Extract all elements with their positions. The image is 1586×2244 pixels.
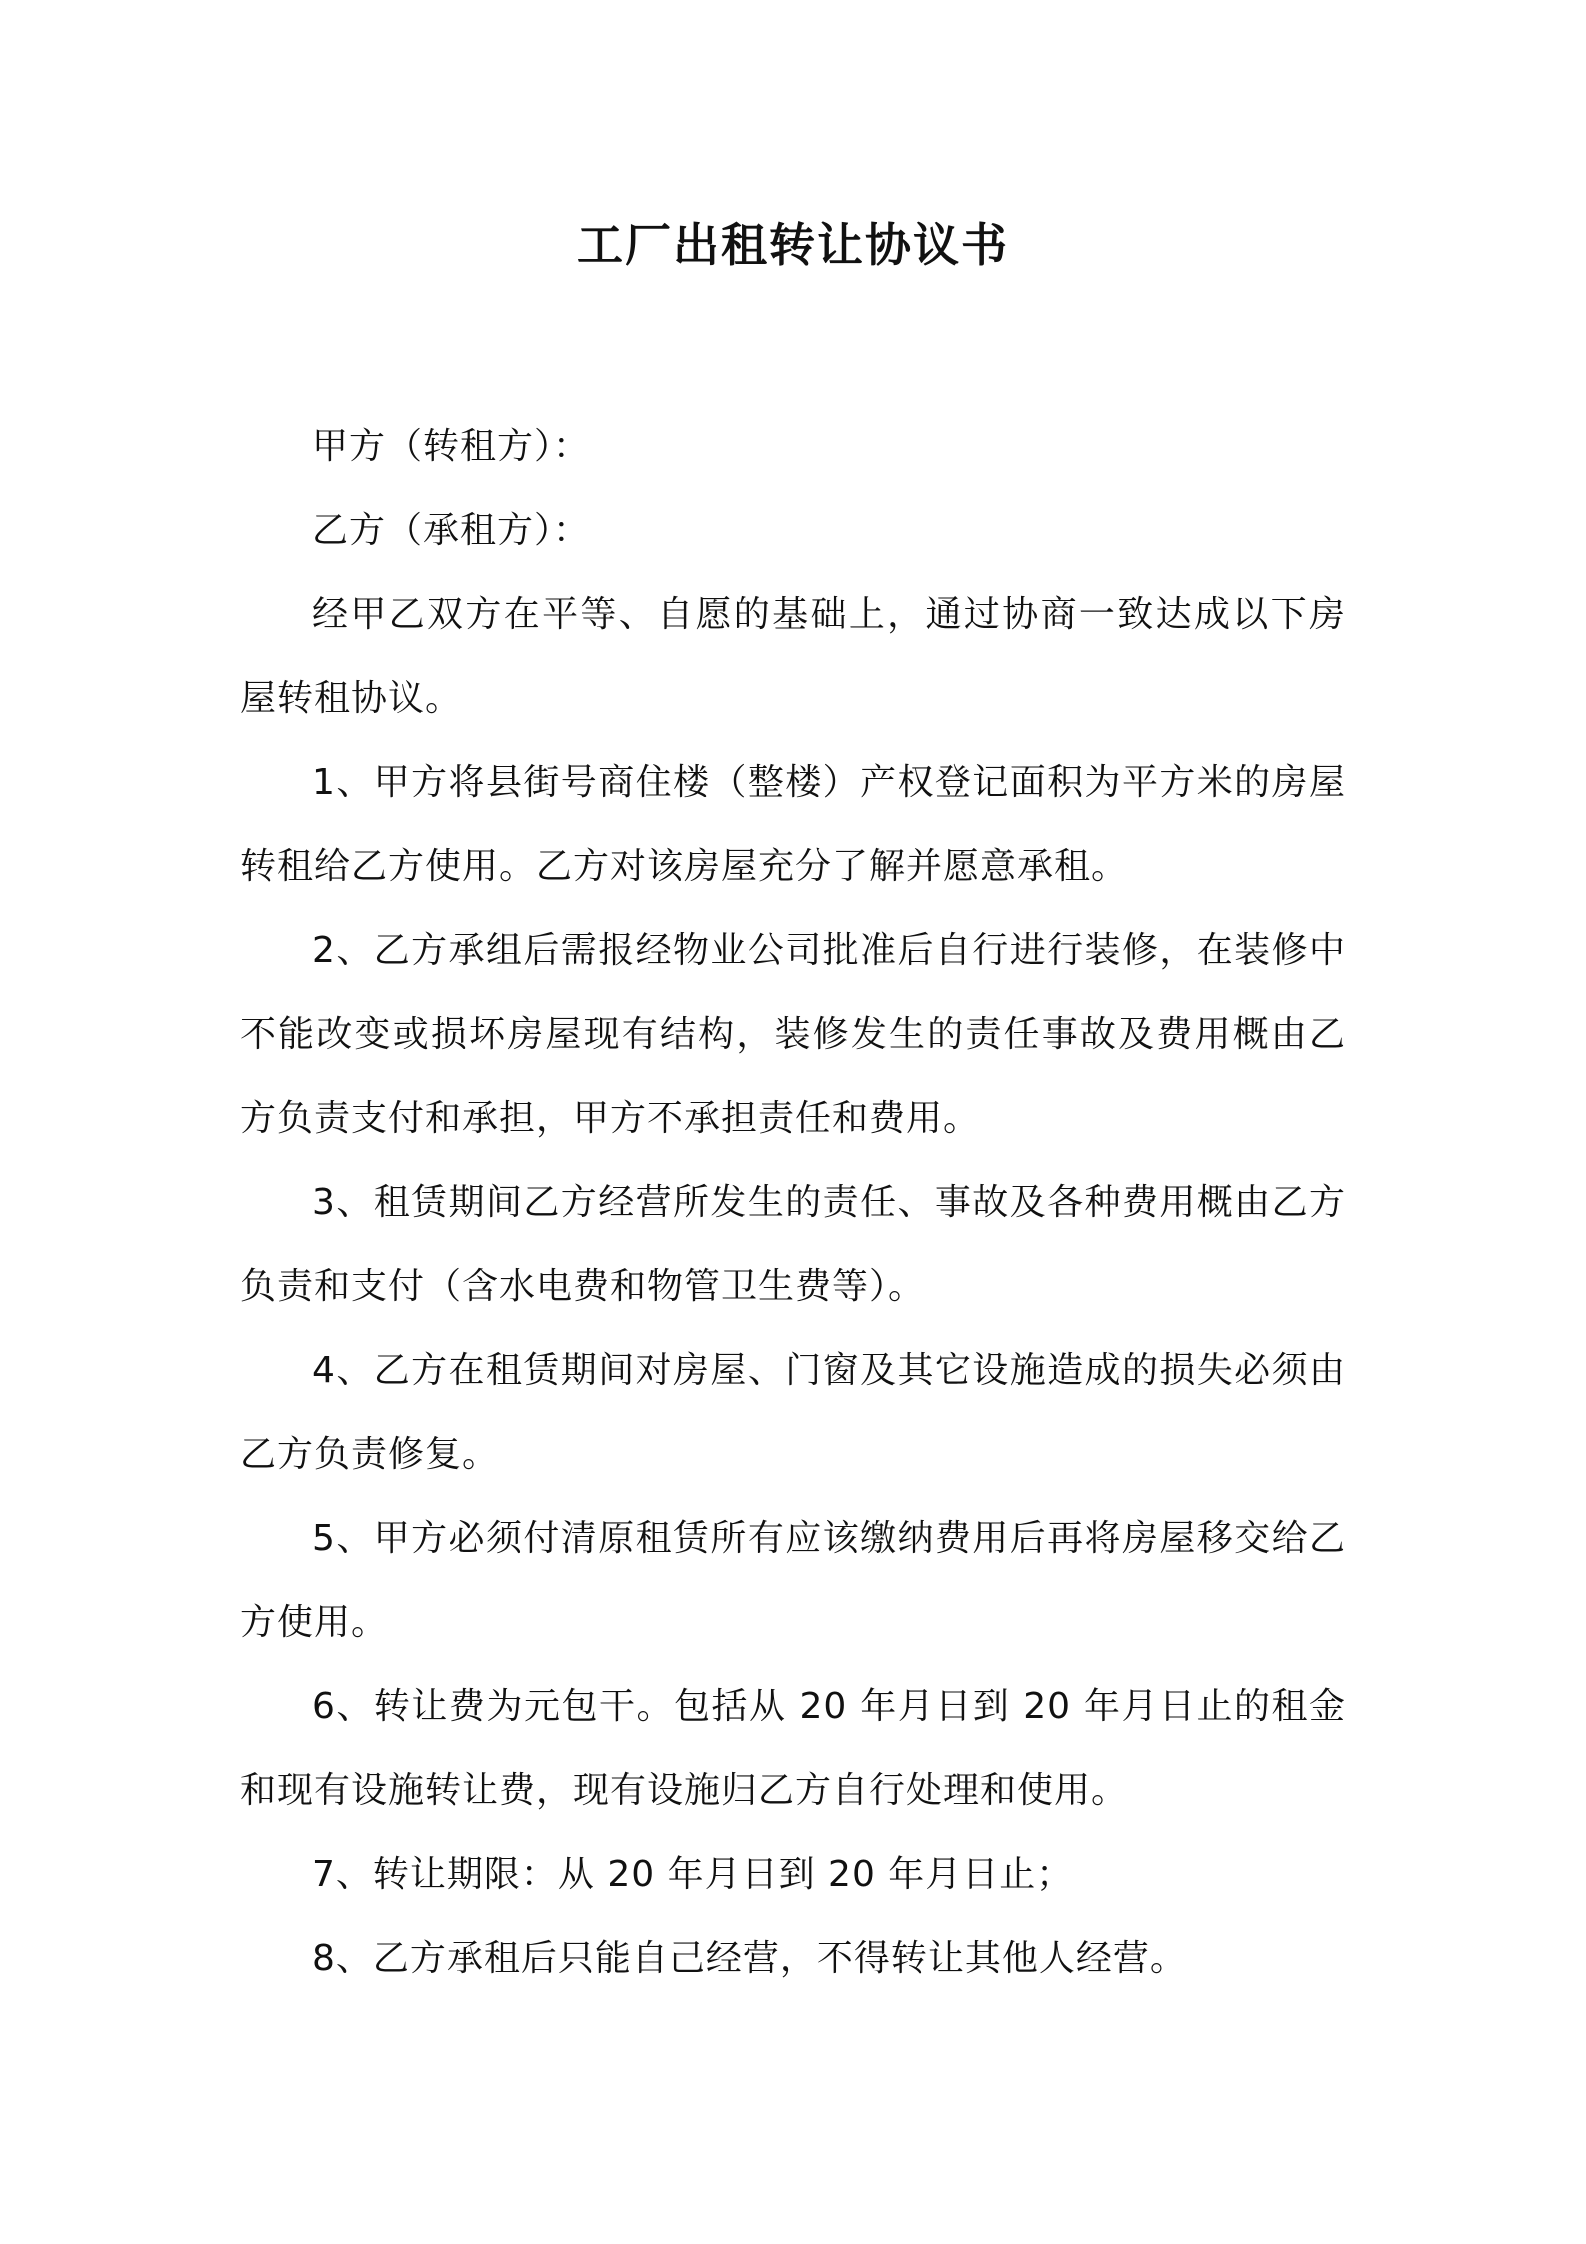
clause-8: 8、乙方承租后只能自己经营，不得转让其他人经营。	[312, 1938, 1187, 1979]
clause-3: 3、租赁期间乙方经营所发生的责任、事故及各种费用概由乙方负责和支付（含水电费和物管卫生费等）。	[240, 1182, 1346, 1307]
clause-1: 1、甲方将县街号商住楼（整楼）产权登记面积为平方米的房屋转租给乙方使用。乙方对该房屋充分了解并愿意承租。	[240, 762, 1346, 887]
party-b-line: 乙方（承租方）：	[312, 510, 591, 551]
clause-5: 5、甲方必须付清原租赁所有应该缴纳费用后再将房屋移交给乙方使用。	[240, 1518, 1346, 1643]
clause-6: 6、转让费为元包干。包括从 20 年月日到 20 年月日止的租金和现有设施转让费，现有设施归乙方自行处理和使用。	[240, 1686, 1346, 1811]
intro-paragraph: 经甲乙双方在平等、自愿的基础上，通过协商一致达成以下房屋转租协议。	[240, 594, 1346, 719]
clause-4: 4、乙方在租赁期间对房屋、门窗及其它设施造成的损失必须由乙方负责修复。	[240, 1350, 1346, 1475]
clause-2: 2、乙方承组后需报经物业公司批准后自行进行装修，在装修中不能改变或损坏房屋现有结构，装修发生的责任事故及费用概由乙方负责支付和承担，甲方不承担责任和费用。	[240, 930, 1346, 1139]
party-a-line: 甲方（转租方）：	[312, 426, 591, 467]
clause-7: 7、转让期限：从 20 年月日到 20 年月日止；	[312, 1854, 1074, 1895]
document-body	[240, 405, 1346, 2001]
document-title: 工厂出租转让协议书	[577, 218, 1009, 272]
